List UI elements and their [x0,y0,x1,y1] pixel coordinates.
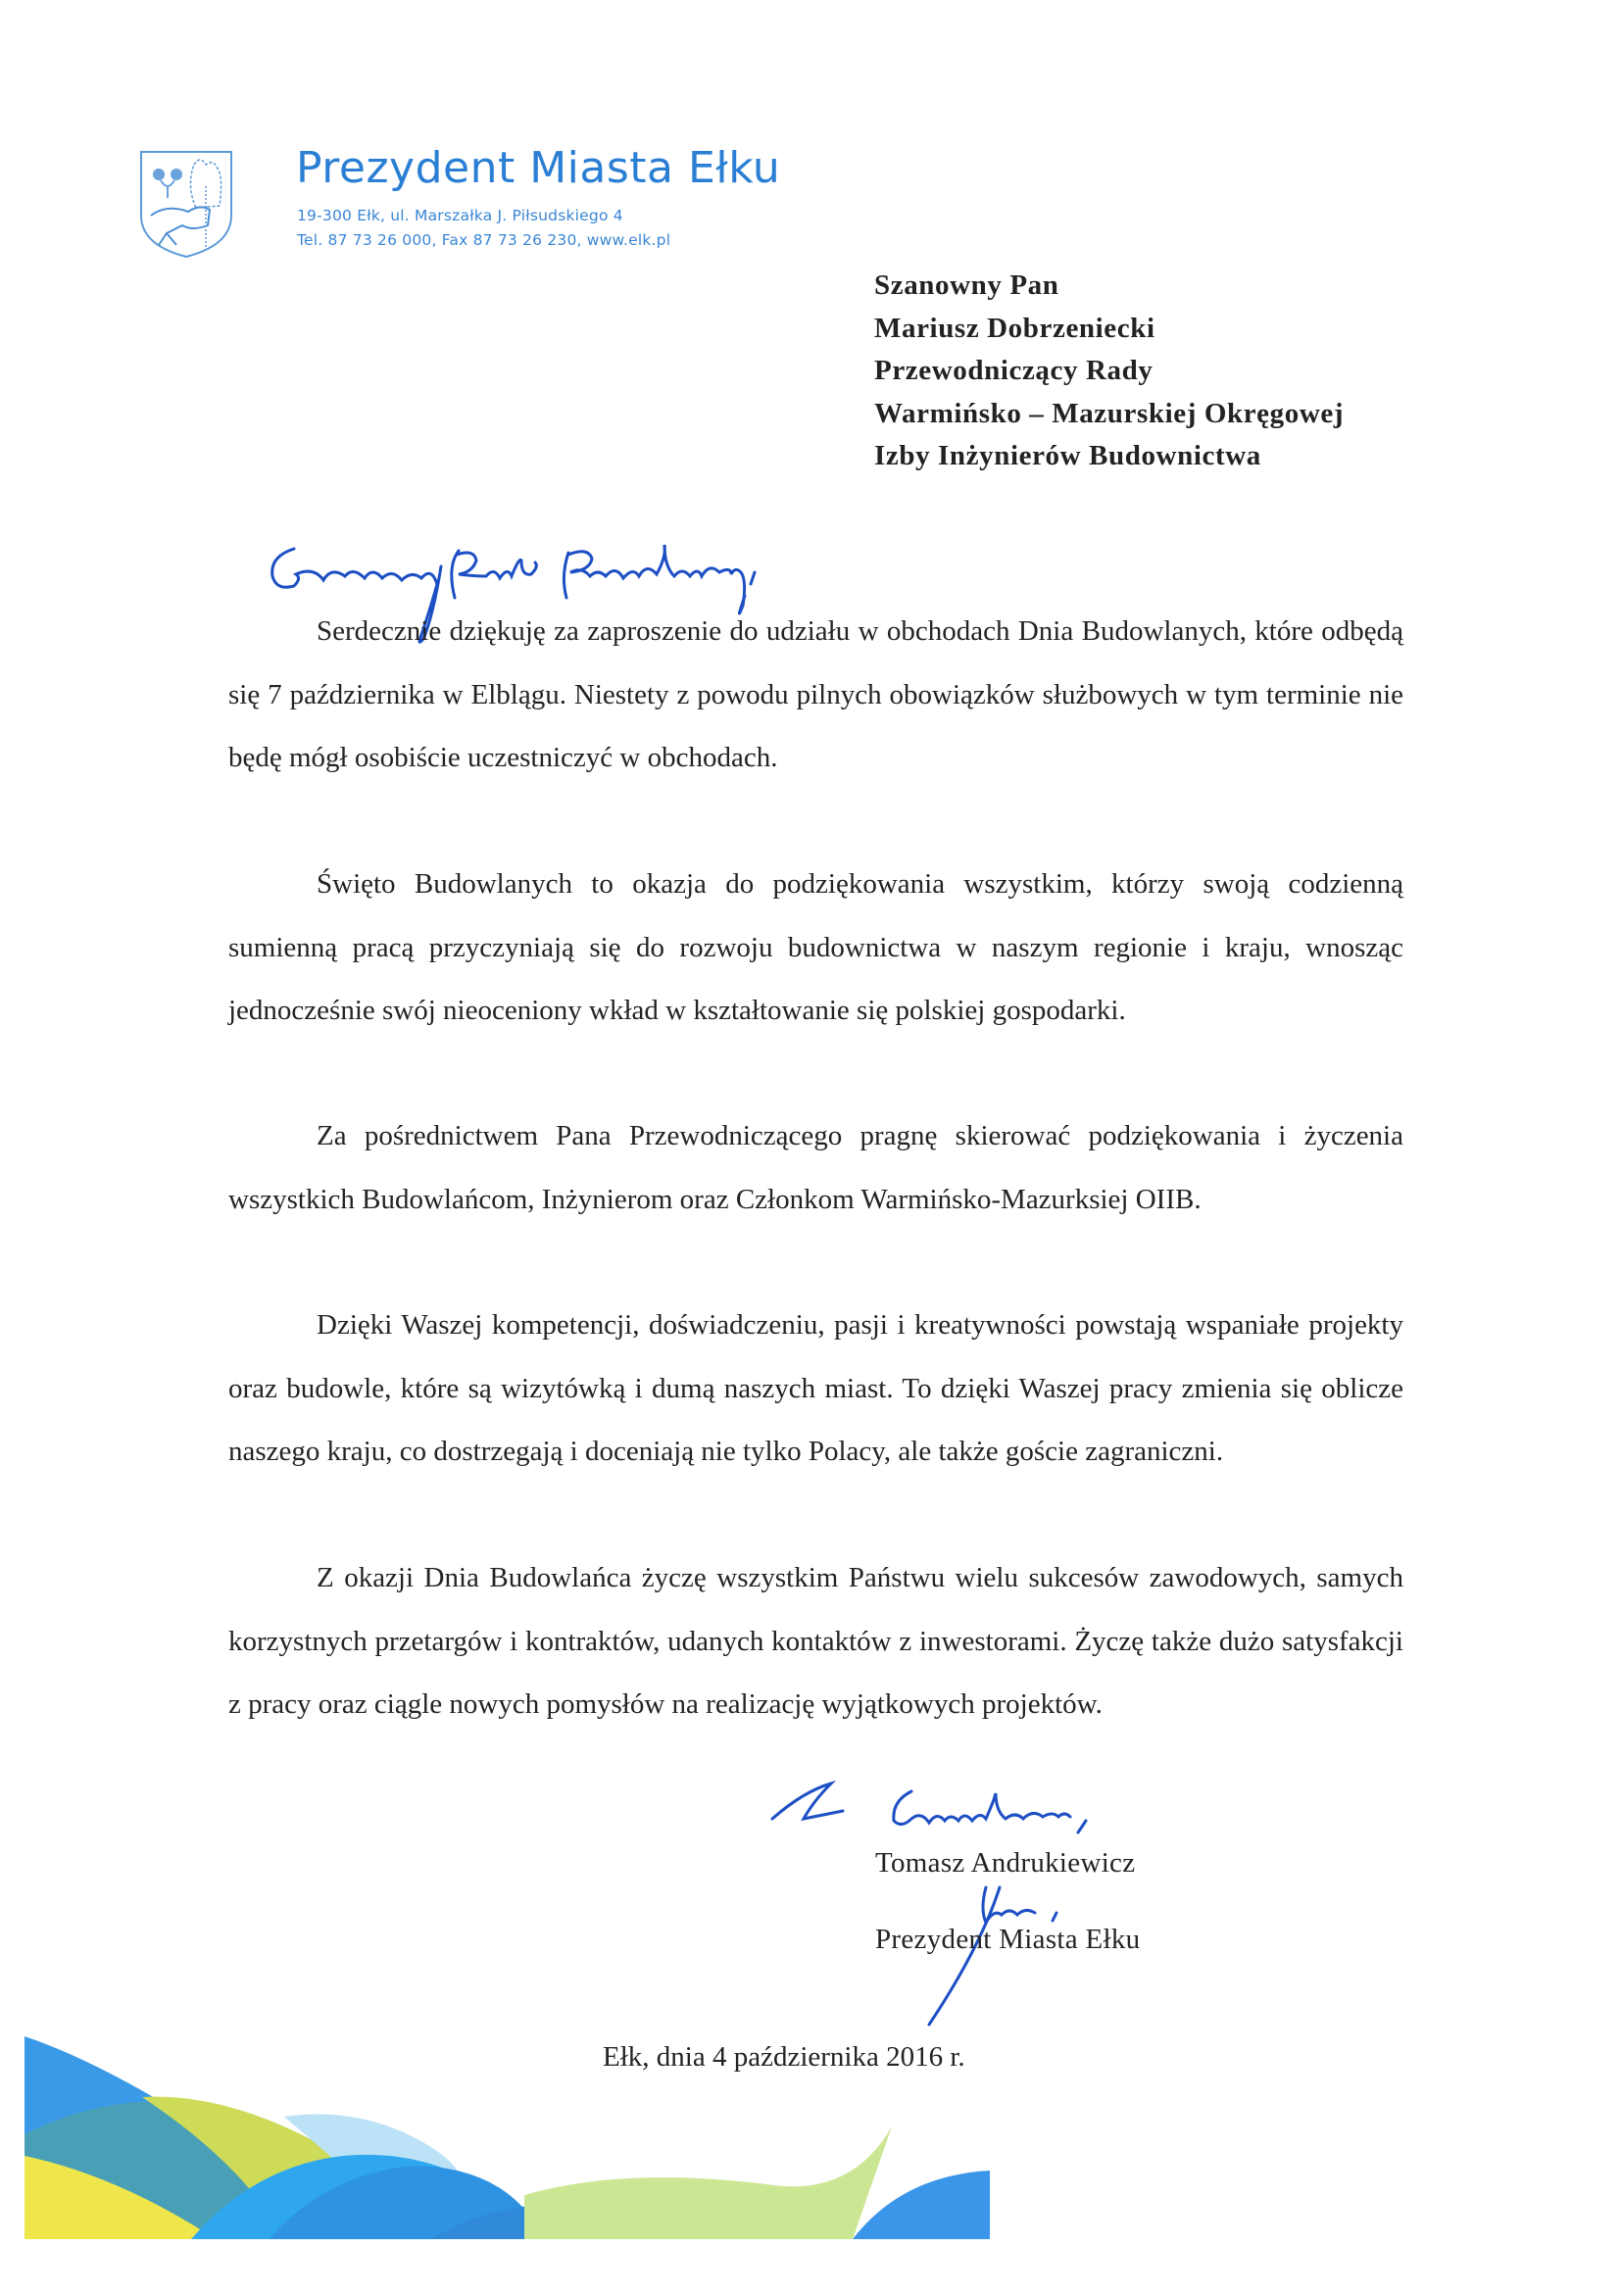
body-paragraph: Z okazji Dnia Budowlańca życzę wszystkim Państwu wielu sukcesów zawodowych, samych korzystnych przetargów i kontraktów, udanych kontaktów z inwestorami. Życzę także dużo satysfakcji z pracy oraz ciągle nowych pomysłów na realizację wyjątkowych projektów. [228,1562,1403,1720]
body-paragraph: Serdecznie dziękuję za zaproszenie do udziału w obchodach Dnia Budowlanych, które odbędą się 7 października w Elblągu. Niestety z powodu pilnych obowiązków służbowych w tym terminie nie będę mógł osobiście uczestniczyć w obchodach. [228,615,1403,773]
recipient-line: Przewodniczący Rady [874,355,1154,386]
date-line: Ełk, dnia 4 października 2016 r. [603,2041,965,2073]
recipient-line: Mariusz Dobrzeniecki [874,312,1155,344]
recipient-line: Szanowny Pan [874,269,1059,301]
letterhead-title: Prezydent Miasta Ełku [296,143,781,193]
recipient-line: Warmińsko – Mazurskiej Okręgowej [874,397,1345,429]
signer-name: Tomasz Andrukiewicz [875,1847,1136,1879]
recipient-block [874,265,1344,478]
body-paragraph: Za pośrednictwem Pana Przewodniczącego pragnę skierować podziękowania i życzenia wszystkich Budowlańcom, Inżynierom oraz Członkom Warmińsko-Mazurksiej OIIB. [228,1120,1403,1215]
letterhead-contact: Tel. 87 73 26 000, Fax 87 73 26 230, www.elk.pl [297,231,671,249]
city-coat-of-arms-icon [137,147,235,260]
decorative-footer-waves [0,2019,1620,2291]
body-paragraph: Święto Budowlanych to okazja do podziękowania wszystkim, którzy swoją codzienną sumienną pracą przyczyniają się do rozwoju budownictwa w naszym regionie i kraju, wnosząc jednocześnie swój nieoceniony wkład w kształtowanie się polskiej gospodarki. [228,868,1403,1026]
signer-title: Prezydent Miasta Ełku [875,1924,1141,1955]
letterhead-address: 19-300 Ełk, ul. Marszałka J. Piłsudskiego 4 [297,207,623,224]
recipient-line: Izby Inżynierów Budownictwa [874,440,1261,471]
body-paragraph: Dzięki Waszej kompetencji, doświadczeniu, pasji i kreatywności powstają wspaniałe projekty oraz budowle, które są wizytówką i dumą naszych miast. To dzięki Waszej pracy zmienia się oblicze naszego kraju, co dostrzegają i doceniają nie tylko Polacy, ale także goście zagraniczni. [228,1309,1403,1467]
